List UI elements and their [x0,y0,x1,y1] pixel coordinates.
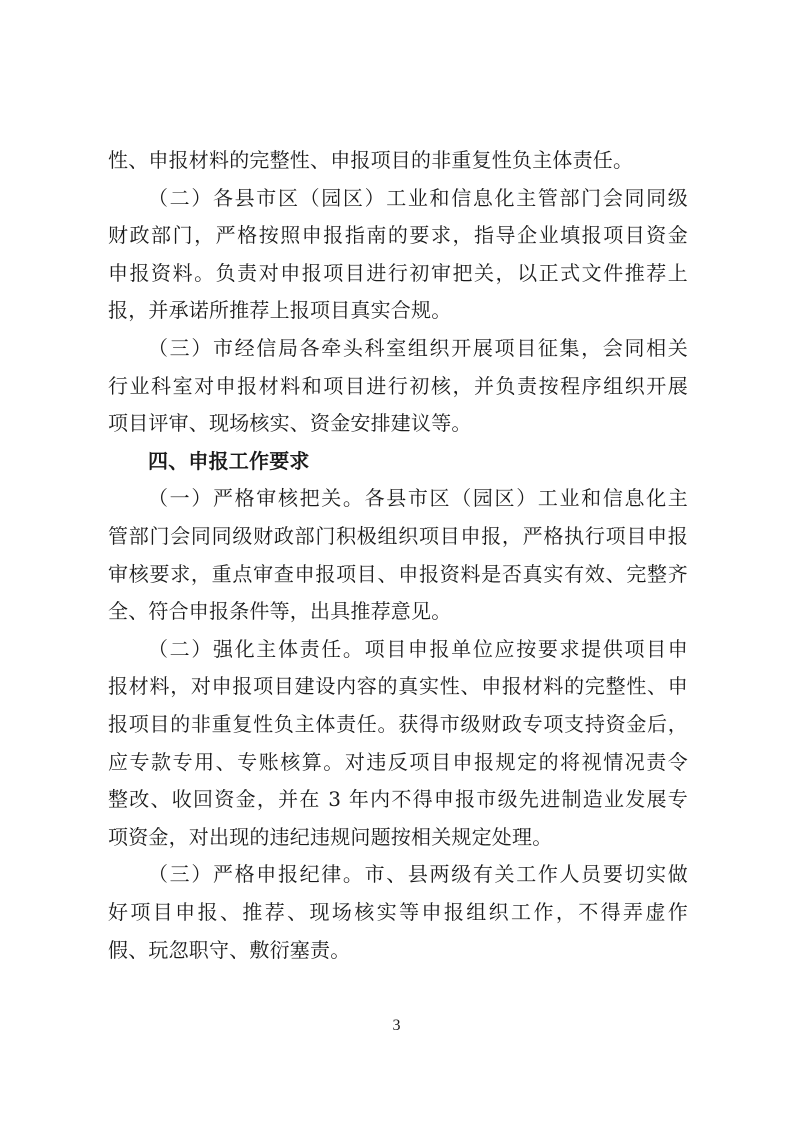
text-line: （二）强化主体责任。项目申报单位应按要求提供项目申 [148,636,688,661]
page-number: 3 [392,1017,401,1034]
text-line: （一）严格审核把关。各县市区（园区）工业和信息化主 [148,486,688,511]
text-line: 报项目的非重复性负主体责任。获得市级财政专项支持资金后， [108,712,688,736]
text-line: （三）市经信局各牵头科室组织开展项目征集，会同相关 [148,336,688,360]
text-line: 假、玩忽职守、敷衍塞责。 [108,937,351,962]
text-line: 全、符合申报条件等，出具推荐意见。 [108,599,452,624]
text-line: 申报资料。负责对申报项目进行初审把关，以正式文件推荐上 [108,260,688,285]
text-line: 性、申报材料的完整性、申报项目的非重复性负主体责任。 [108,148,634,172]
text-line: 项资金，对出现的违纪违规问题按相关规定处理。 [108,824,553,849]
text-line: 财政部门，严格按照申报指南的要求，指导企业填报项目资金 [108,223,688,248]
text-line: 项目评审、现场核实、资金安排建议等。 [108,411,472,436]
text-line: （三）严格申报纪律。市、县两级有关工作人员要切实做 [148,862,688,887]
text-line: 应专款专用、专账核算。对违反项目申报规定的将视情况责令 [108,749,688,774]
text-line: 报材料，对申报项目建设内容的真实性、申报材料的完整性、申 [108,674,688,699]
section-heading: 四、申报工作要求 [148,448,310,473]
text-line: 好项目申报、推荐、现场核实等申报组织工作，不得弄虚作 [108,900,688,924]
text-line: 管部门会同同级财政部门积极组织项目申报，严格执行项目申报 [108,524,688,548]
text-line: 整改、收回资金，并在 3 年内不得申报市级先进制造业发展专 [108,787,688,812]
text-line: 审核要求，重点审查申报项目、申报资料是否真实有效、完整齐 [108,561,688,586]
text-line: 行业科室对申报材料和项目进行初核，并负责按程序组织开展 [108,373,688,398]
text-line: 报，并承诺所推荐上报项目真实合规。 [108,298,452,323]
text-line: （二）各县市区（园区）工业和信息化主管部门会同同级 [148,185,688,210]
